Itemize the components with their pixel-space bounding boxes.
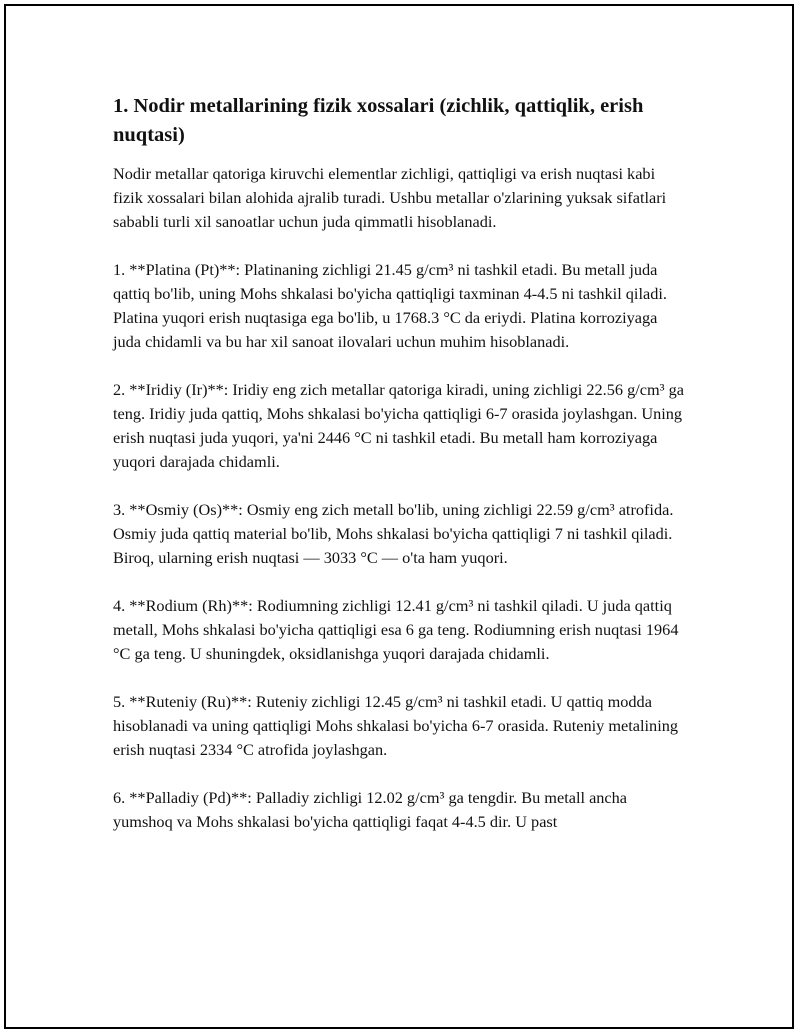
- intro-paragraph: Nodir metallar qatoriga kiruvchi elementlar zichligi, qattiqligi va erish nuqtasi kabi fizik xossalari bilan alohida ajralib turadi. Ushbu metallar o'zlarining yuksak sifatlari sababli turli xil sanoatlar uchun juda qimmatli hisoblanadi.: [113, 164, 667, 231]
- paragraph-platina: 1. **Platina (Pt)**: Platinaning zichligi 21.45 g/cm³ ni tashkil etadi. Bu metall juda qattiq bo'lib, uning Mohs shkalasi bo'yicha qattiqligi taxminan 4-4.5 ni tashkil qiladi. Platina yuqori erish nuqtasiga ega bo'lib, u 1768.3 °C da eriydi. Platina korroziyaga juda chidamli va bu har xil sanoat ilovalari uchun muhim hisoblanadi.: [113, 260, 667, 351]
- paragraph-osmiy: 3. **Osmiy (Os)**: Osmiy eng zich metall bo'lib, uning zichligi 22.59 g/cm³ atrofida. Osmiy juda qattiq material bo'lib, Mohs shkalasi bo'yicha qattiqligi 7 ni tashkil qiladi. Biroq, ularning erish nuqtasi — 3033 °C — o'ta ham yuqori.: [113, 500, 674, 567]
- paragraph-palladiy: 6. **Palladiy (Pd)**: Palladiy zichligi 12.02 g/cm³ ga tengdir. Bu metall ancha yumshoq va Mohs shkalasi bo'yicha qattiqligi faqat 4-4.5 dir. U past: [113, 788, 628, 831]
- section-heading: 1. Nodir metallarining fizik xossalari (zichlik, qattiqlik, erish nuqtasi): [113, 95, 644, 146]
- paragraph-ruteniy: 5. **Ruteniy (Ru)**: Ruteniy zichligi 12.45 g/cm³ ni tashkil etadi. U qattiq modda hisoblanadi va uning qattiqligi Mohs shkalasi bo'yicha 6-7 orasida. Ruteniy metalining erish nuqtasi 2334 °C atrofida joylashgan.: [113, 692, 679, 759]
- document-body: [113, 92, 688, 858]
- paragraph-iridiy: 2. **Iridiy (Ir)**: Iridiy eng zich metallar qatoriga kiradi, uning zichligi 22.56 g/cm³ ga teng. Iridiy juda qattiq, Mohs shkalasi bo'yicha qattiqligi 6-7 orasida joylashgan. Uning erish nuqtasi juda yuqori, ya'ni 2446 °C ni tashkil etadi. Bu metall ham korroziyaga yuqori darajada chidamli.: [113, 380, 684, 471]
- paragraph-rodium: 4. **Rodium (Rh)**: Rodiumning zichligi 12.41 g/cm³ ni tashkil qiladi. U juda qattiq metall, Mohs shkalasi bo'yicha qattiqligi esa 6 ga teng. Rodiumning erish nuqtasi 1964 °C ga teng. U shuningdek, oksidlanishga yuqori darajada chidamli.: [113, 596, 679, 663]
